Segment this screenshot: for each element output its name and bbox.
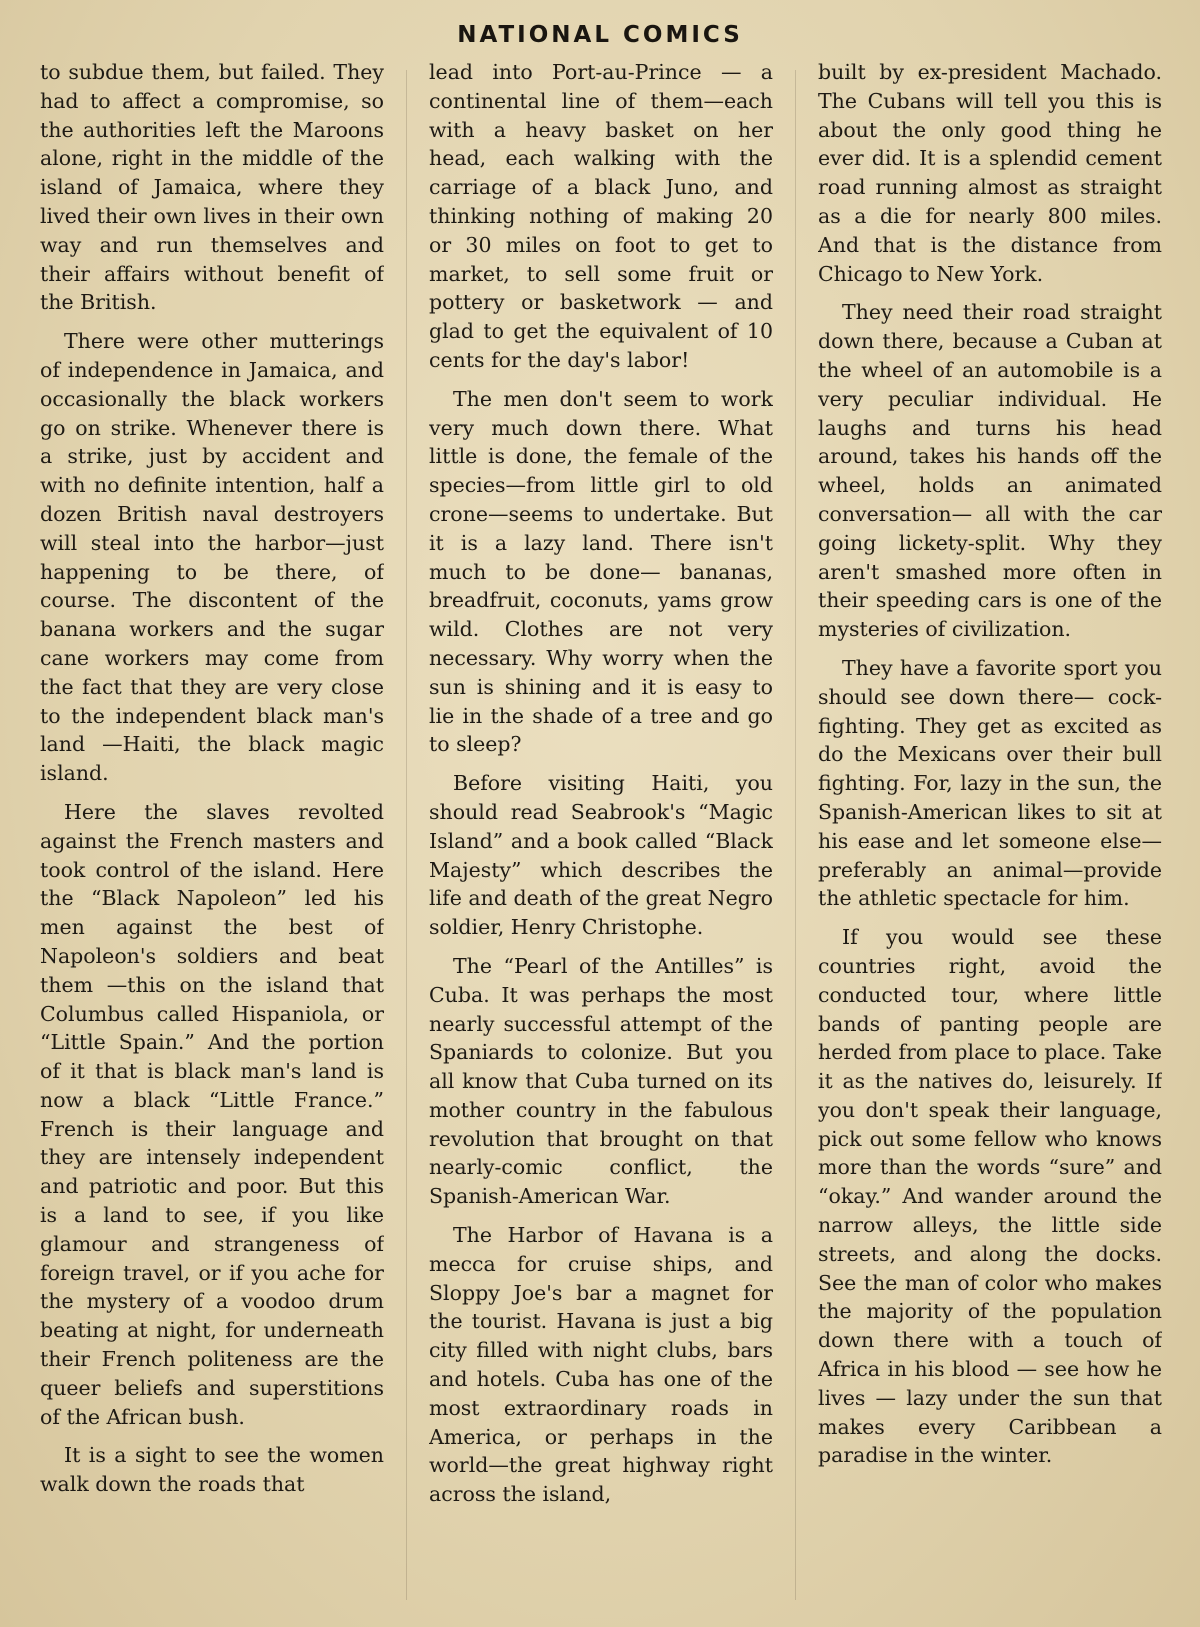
article-column-3	[818, 58, 1162, 1606]
paragraph: lead into Port-au-Prince — a continental line of them—each with a heavy basket on her head, each walking with the carriage of a black Juno, and thinking nothing of making 20 or 30 miles on foot to get to market, to sell some fruit or pottery or basketwork — and glad to get the equivalent of 10 cents for the day's labor!	[429, 60, 773, 372]
paragraph: The Harbor of Havana is a mecca for cruise ships, and Sloppy Joe's bar a magnet for the tourist. Havana is just a big city filled with night clubs, bars and hotels. Cuba has one of the most extraordinary roads in America, or perhaps in the world—the great highway right across the island,	[429, 1223, 773, 1507]
paragraph: They need their road straight down there, because a Cuban at the wheel of an automobile is a very peculiar individual. He laughs and turns his head around, takes his hands off the wheel, holds an animated conversation— all with the car going lickety-split. Why they aren't smashed more often in their speeding cars is one of the mysteries of civilization.	[818, 300, 1162, 642]
paragraph: There were other mutterings of independence in Jamaica, and occasionally the black workers go on strike. Whenever there is a strike, just by accident and with no definite intention, half a dozen British naval destroyers will steal into the harbor—just happening to be there, of course. The discontent of the banana workers and the sugar cane workers may come from the fact that they are very close to the independent black man's land —Haiti, the black magic island.	[40, 329, 384, 786]
paragraph: The men don't seem to work very much down there. What little is done, the female of the species—from little girl to old crone—seems to undertake. But it is a lazy land. There isn't much to be done— bananas, breadfruit, coconuts, yams grow wild. Clothes are not very necessary. Why worry when the sun is shining and it is easy to lie in the shade of a tree and go to sleep?	[429, 386, 773, 757]
paragraph: They have a favorite sport you should see down there— cock-fighting. They get as excited as do the Mexicans over their bull fighting. For, lazy in the sun, the Spanish-American likes to sit at his ease and let someone else—preferably an animal—provide the athletic spectacle for him.	[818, 655, 1162, 911]
page-header: NATIONAL COMICS	[457, 22, 743, 48]
article-body	[40, 58, 1162, 1606]
article-column-1	[40, 58, 384, 1606]
paragraph: It is a sight to see the women walk down the roads that	[40, 1443, 384, 1497]
paragraph: built by ex-president Machado. The Cubans will tell you this is about the only good thing he ever did. It is a splendid cement road running almost as straight as a die for nearly 800 miles. And that is the distance from Chicago to New York.	[818, 60, 1162, 286]
paragraph: Here the slaves revolted against the French masters and took control of the island. Here the “Black Napoleon” led his men against the best of Napoleon's soldiers and beat them —this on the island that Columbus called Hispaniola, or “Little Spain.” And the portion of it that is black man's land is now a black “Little France.” French is their language and they are intensely independent and patriotic and poor. But this is a land to see, if you like glamour and strangeness of foreign travel, or if you ache for the mystery of a voodoo drum beating at night, for underneath their French politeness are the queer beliefs and superstitions of the African bush.	[40, 799, 384, 1429]
paragraph: The “Pearl of the Antilles” is Cuba. It was perhaps the most nearly successful attempt of the Spaniards to colonize. But you all know that Cuba turned on its mother country in the fabulous revolution that brought on that nearly-comic conflict, the Spanish-American War.	[429, 953, 773, 1209]
paragraph: to subdue them, but failed. They had to affect a compromise, so the authorities left the Maroons alone, right in the middle of the island of Jamaica, where they lived their own lives in their own way and run themselves and their affairs without benefit of the British.	[40, 60, 384, 315]
article-column-2	[429, 58, 773, 1606]
paragraph: If you would see these countries right, avoid the conducted tour, where little bands of panting people are herded from place to place. Take it as the natives do, leisurely. If you don't speak their language, pick out some fellow who knows more than the words “sure” and “okay.” And wander around the narrow alleys, the little side streets, and along the docks. See the man of color who makes the majority of the population down there with a touch of Africa in his blood — see how he lives — lazy under the sun that makes every Caribbean a paradise in the winter.	[818, 925, 1162, 1468]
paragraph: Before visiting Haiti, you should read Seabrook's “Magic Island” and a book called “Black Majesty” which describes the life and death of the great Negro soldier, Henry Christophe.	[429, 771, 773, 940]
